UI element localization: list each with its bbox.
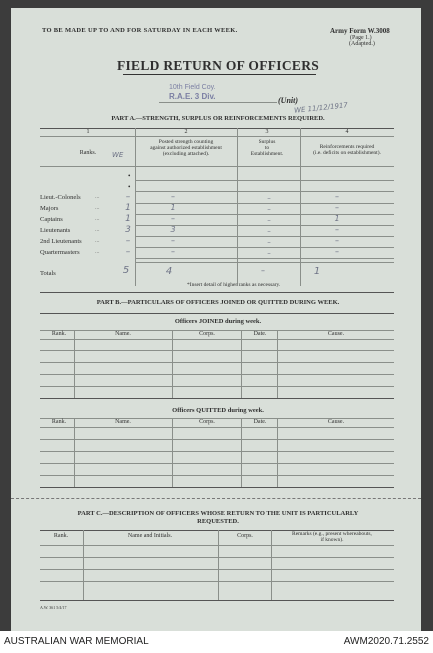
quitted-col-cause: Cause. xyxy=(327,419,345,425)
part-c-col-line xyxy=(218,530,219,600)
col-header-surplus-2: to xyxy=(264,145,270,151)
strength-value: – xyxy=(171,192,175,201)
part-c-col-name: Name and Initials. xyxy=(127,533,173,539)
rank-label: Majors xyxy=(40,205,59,212)
surplus-value: – xyxy=(267,249,271,257)
quitted-title: Officers QUITTED during week. xyxy=(172,407,264,414)
joined-col-line xyxy=(172,330,173,398)
joined-row-rule xyxy=(40,362,394,363)
form-page: (Page 1.) xyxy=(350,35,372,41)
quitted-col-date: Date. xyxy=(253,419,267,425)
institution-name: AUSTRALIAN WAR MEMORIAL xyxy=(4,636,149,647)
row-rule xyxy=(135,180,394,181)
strength-value: 3 xyxy=(170,225,176,234)
quitted-col-line xyxy=(277,418,278,487)
quitted-col-corps: Corps. xyxy=(199,419,215,425)
rank-label: Captains xyxy=(40,216,63,223)
reinforcements-value: – xyxy=(335,236,339,245)
part-c-col-line xyxy=(83,530,84,600)
joined-col-corps: Corps. xyxy=(199,331,215,337)
rank-label: Quartermasters xyxy=(40,249,80,256)
totals-reinforcements: 1 xyxy=(313,266,321,277)
quitted-header-bottom xyxy=(40,427,394,428)
rank-entry: 1 xyxy=(125,214,131,224)
quitted-row-rule xyxy=(40,475,394,476)
col-header-strength-2: against authorized establishment xyxy=(150,145,222,151)
part-c-heading-line2: REQUESTED. xyxy=(197,518,239,525)
quitted-bottom-rule xyxy=(40,487,394,488)
col-header-surplus-1: Surplus xyxy=(258,139,276,145)
part-c-col-corps: Corps. xyxy=(237,533,253,539)
title-underline xyxy=(123,74,316,75)
quitted-col-rank: Rank. xyxy=(51,419,67,425)
col-header-surplus-3: Establishment. xyxy=(250,151,284,157)
leader-dots: ... xyxy=(95,249,100,255)
strength-value: – xyxy=(171,236,175,245)
rank-entry: – xyxy=(125,192,131,202)
joined-col-line xyxy=(241,330,242,398)
part-c-row-rule xyxy=(40,581,394,582)
part-a-number-rule xyxy=(40,136,394,137)
form-adapted: (Adapted.) xyxy=(349,41,375,47)
totals-label: Totals xyxy=(40,270,56,277)
unit-label: (Unit) xyxy=(278,96,298,105)
strength-value: 1 xyxy=(170,203,176,212)
unit-stamp-line2: R.A.E. 3 Div. xyxy=(169,92,216,101)
part-c-header-rule xyxy=(40,545,394,546)
col-header-reinforcements-1: Reinforcements required xyxy=(319,144,375,150)
joined-bottom-rule xyxy=(40,398,394,399)
part-a-top-rule xyxy=(40,128,394,129)
rank-label: Lieutenants xyxy=(40,227,71,234)
quitted-col-line xyxy=(74,418,75,487)
part-a-bottom-rule xyxy=(40,292,394,293)
part-b-top-rule xyxy=(40,313,394,314)
part-a-heading: PART A.—STRENGTH, SURPLUS OR REINFORCEMENTS REQUIRED. xyxy=(111,115,325,122)
surplus-value: – xyxy=(267,216,271,224)
totals-surplus: – xyxy=(261,266,265,275)
totals-strength: 4 xyxy=(165,266,173,277)
joined-row-rule xyxy=(40,374,394,375)
handwritten-ref: WE 11/12/1917 xyxy=(293,101,349,115)
rank-label: Lieut.-Colonels xyxy=(40,194,81,201)
quitted-row-rule xyxy=(40,463,394,464)
col-header-strength-1: Posted strength counting xyxy=(158,139,214,145)
reinforcements-value: – xyxy=(335,247,339,256)
joined-header-bottom xyxy=(40,339,394,340)
joined-col-date: Date. xyxy=(253,331,267,337)
quitted-row-rule xyxy=(40,439,394,440)
reinforcements-value: 1 xyxy=(334,214,340,223)
joined-col-line xyxy=(74,330,75,398)
col-header-ranks: Ranks. xyxy=(79,150,97,156)
part-c-col-line xyxy=(271,530,272,600)
reinforcements-value: – xyxy=(335,192,339,201)
col-number-1: 1 xyxy=(86,129,90,135)
rank-entry: 3 xyxy=(125,225,131,235)
part-c-col-rank: Rank. xyxy=(53,533,69,539)
accession-number: AWM2020.71.2552 xyxy=(343,636,429,647)
quitted-col-line xyxy=(172,418,173,487)
joined-col-name: Name. xyxy=(115,331,131,337)
leader-dots: ... xyxy=(95,194,100,200)
strength-value: – xyxy=(171,214,175,223)
quitted-row-rule xyxy=(40,451,394,452)
part-c-heading-line1: PART C.—DESCRIPTION OF OFFICERS WHOSE RETURN TO THE UNIT IS PARTICULARLY xyxy=(77,510,359,517)
col-header-reinforcements-2: (i.e. deficits on establishment). xyxy=(313,150,381,156)
part-a-header-rule xyxy=(40,166,394,167)
totals-entry: 5 xyxy=(122,265,130,276)
rank-entry: 1 xyxy=(125,203,131,213)
perforation-line xyxy=(11,498,421,499)
col-number-2: 2 xyxy=(184,129,188,135)
surplus-value: – xyxy=(267,205,271,213)
form-id: Army Form W.3008 xyxy=(330,27,390,35)
surplus-value: – xyxy=(267,227,271,235)
print-code: A.W. 361 5/4/17 xyxy=(40,605,67,610)
part-c-row-rule xyxy=(40,569,394,570)
rank-entry: – xyxy=(125,247,131,257)
field-return-form xyxy=(11,8,421,631)
unit-line xyxy=(159,102,277,103)
part-c-col-remarks-2: if known). xyxy=(320,537,344,543)
quitted-col-name: Name. xyxy=(115,419,131,425)
strength-value: – xyxy=(171,247,175,256)
row-rule xyxy=(135,258,394,259)
part-b-heading: PART B.—PARTICULARS OF OFFICERS JOINED OR QUITTED DURING WEEK. xyxy=(96,299,340,306)
totals-rule xyxy=(135,262,394,263)
joined-row-rule xyxy=(40,386,394,387)
joined-col-line xyxy=(277,330,278,398)
part-a-footnote: *Insert detail of higher ranks as necessary. xyxy=(187,282,281,288)
reinforcements-value: – xyxy=(335,225,339,234)
blank-rank-dot: • xyxy=(128,172,131,180)
part-c-row-rule xyxy=(40,557,394,558)
part-c-bottom-rule xyxy=(40,600,394,601)
leader-dots: ... xyxy=(95,238,100,244)
archive-footer xyxy=(0,631,433,653)
ranks-note: WE xyxy=(112,151,124,159)
col-number-3: 3 xyxy=(265,129,269,135)
reinforcements-value: – xyxy=(335,203,339,212)
quitted-col-line xyxy=(241,418,242,487)
surplus-value: – xyxy=(267,194,271,202)
joined-title: Officers JOINED during week. xyxy=(174,318,262,325)
header-instruction: TO BE MADE UP TO AND FOR SATURDAY IN EACH WEEK. xyxy=(42,27,238,34)
leader-dots: ... xyxy=(95,216,100,222)
rank-entry: – xyxy=(125,236,131,246)
part-c-col-remarks-1: Remarks (e.g., present whereabouts, xyxy=(292,531,372,537)
rank-label: 2nd Lieutenants xyxy=(40,238,82,245)
leader-dots: ... xyxy=(95,227,100,233)
col-number-4: 4 xyxy=(345,129,349,135)
leader-dots: ... xyxy=(95,205,100,211)
surplus-value: – xyxy=(267,238,271,246)
blank-rank-dot: • xyxy=(128,183,131,191)
joined-col-cause: Cause. xyxy=(327,331,345,337)
col-header-strength-3: (excluding attached). xyxy=(162,151,210,157)
form-title: FIELD RETURN OF OFFICERS xyxy=(116,58,320,73)
unit-stamp-line1: 10th Field Coy. xyxy=(169,84,216,91)
joined-row-rule xyxy=(40,350,394,351)
joined-col-rank: Rank. xyxy=(51,331,67,337)
